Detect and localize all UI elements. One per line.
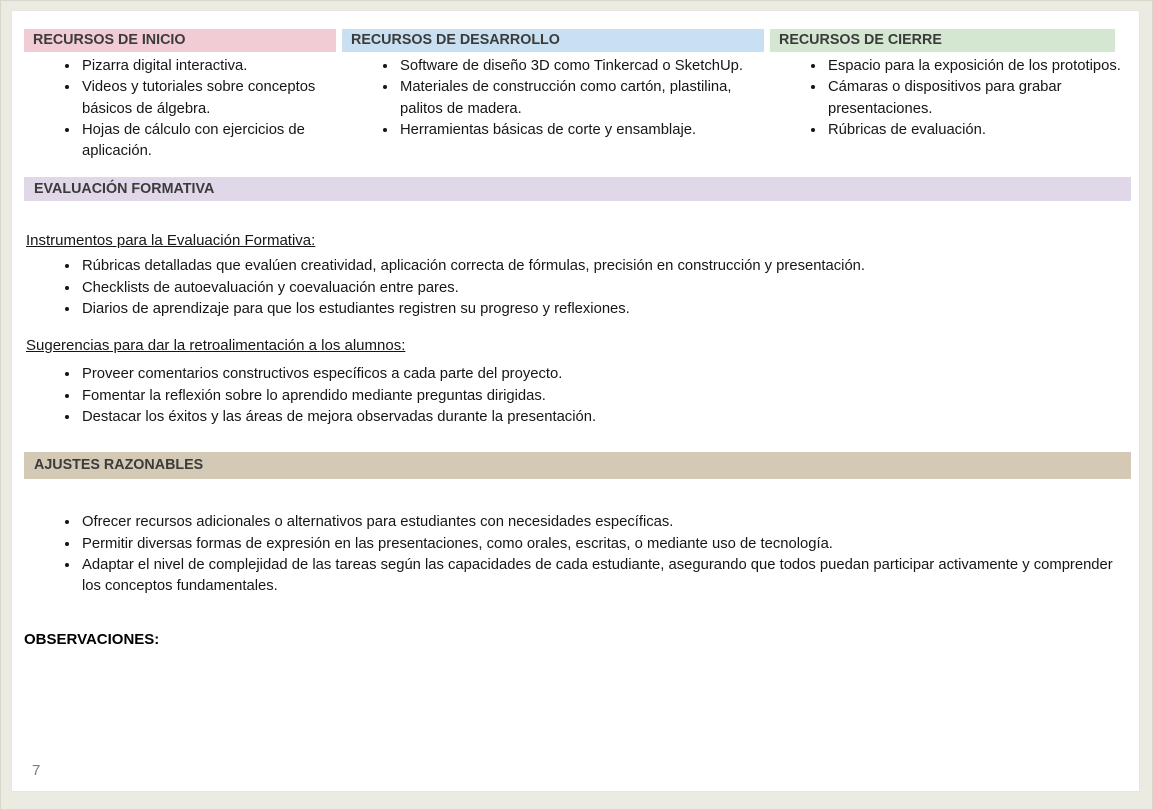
- list-item: • Ofrecer recursos adicionales o alternativos para estudiantes con necesidades específicas.: [80, 512, 1131, 533]
- resources-desarrollo-list: [342, 56, 764, 141]
- section-header-evaluacion-formativa: EVALUACIÓN FORMATIVA: [24, 177, 1131, 201]
- list-item: • Herramientas básicas de corte y ensamblaje.: [398, 120, 764, 141]
- list-item: • Videos y tutoriales sobre conceptos básicos de álgebra.: [80, 77, 336, 120]
- section-header-recursos-cierre: RECURSOS DE CIERRE: [770, 29, 1115, 52]
- list-item: • Cámaras o dispositivos para grabar presentaciones.: [826, 77, 1135, 120]
- list-item: • Software de diseño 3D como Tinkercad o SketchUp.: [398, 56, 764, 77]
- resources-inicio-list: [24, 56, 336, 162]
- list-item: • Espacio para la exposición de los prototipos.: [826, 56, 1135, 77]
- subheading-instrumentos: Instrumentos para la Evaluación Formativa:: [26, 232, 316, 249]
- list-item: • Materiales de construcción como cartón, plastilina, palitos de madera.: [398, 77, 764, 120]
- list-item: • Diarios de aprendizaje para que los estudiantes registren su progreso y reflexiones.: [80, 299, 1131, 320]
- resources-inicio-column: [24, 29, 336, 162]
- list-item: • Pizarra digital interactiva.: [80, 56, 336, 77]
- resources-desarrollo-column: [342, 29, 764, 141]
- section-header-ajustes-razonables: AJUSTES RAZONABLES: [24, 452, 1131, 479]
- resources-cierre-list: [770, 56, 1135, 141]
- resources-cierre-column: [770, 29, 1135, 141]
- ajustes-list: [24, 512, 1131, 597]
- section-header-recursos-inicio: RECURSOS DE INICIO: [24, 29, 336, 52]
- list-item: • Rúbricas detalladas que evalúen creatividad, aplicación correcta de fórmulas, precisión en construcción y presentación.: [80, 256, 1131, 277]
- section-header-recursos-desarrollo: RECURSOS DE DESARROLLO: [342, 29, 764, 52]
- list-item: • Proveer comentarios constructivos específicos a cada parte del proyecto.: [80, 364, 1131, 385]
- list-item: • Rúbricas de evaluación.: [826, 120, 1135, 141]
- list-item: • Permitir diversas formas de expresión en las presentaciones, como orales, escritas, o mediante uso de tecnología.: [80, 534, 1131, 555]
- list-item: • Fomentar la reflexión sobre lo aprendido mediante preguntas dirigidas.: [80, 386, 1131, 407]
- sugerencias-list: [24, 364, 1131, 428]
- page-number: 7: [32, 761, 41, 779]
- instrumentos-list: [24, 256, 1131, 320]
- subheading-sugerencias: Sugerencias para dar la retroalimentación a los alumnos:: [26, 337, 406, 355]
- resources-section: [24, 29, 1131, 163]
- list-item: • Adaptar el nivel de complejidad de las tareas según las capacidades de cada estudiante, asegurando que todos puedan participar activamente y comprender los conceptos fundamentales.: [80, 555, 1131, 598]
- list-item: • Checklists de autoevaluación y coevaluación entre pares.: [80, 278, 1131, 299]
- document-page: [11, 10, 1140, 792]
- observations-label: OBSERVACIONES:: [24, 630, 160, 648]
- list-item: • Destacar los éxitos y las áreas de mejora observadas durante la presentación.: [80, 407, 1131, 428]
- list-item: • Hojas de cálculo con ejercicios de aplicación.: [80, 120, 336, 163]
